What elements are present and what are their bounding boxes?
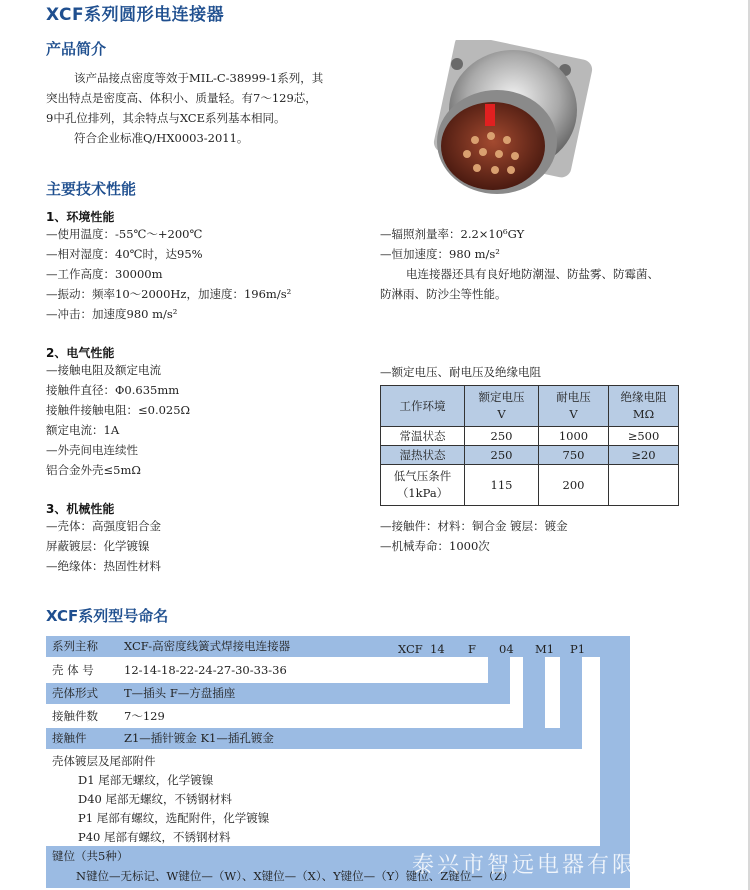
table-cell: 湿热状态 <box>381 446 465 465</box>
table-row <box>381 427 679 446</box>
table-cell: 750 <box>539 446 609 465</box>
naming-row-desc: Z1—插针镀金 K1—插孔镀金 <box>124 731 274 745</box>
elec-left-6: 铝合金外壳≤5mΩ <box>46 463 141 477</box>
elec-left-4: 额定电流：1A <box>46 423 120 437</box>
mech-right-1: —接触件：材料：铜合金 镀层：镀金 <box>380 519 568 533</box>
env-heading: 1、环境性能 <box>46 210 115 224</box>
code-shell-plating: P1 <box>570 642 586 656</box>
naming-row-desc: 7～129 <box>124 709 165 723</box>
elec-left-3: 接触件接触电阻：≤0.025Ω <box>46 403 191 417</box>
naming-row-label: 接触件数 <box>52 709 98 723</box>
code-shell: 14 <box>430 642 445 656</box>
company-watermark: 泰兴市智远电器有限公司 <box>412 853 688 878</box>
table-header-row <box>381 386 679 427</box>
table-cell: ≥20 <box>609 446 679 465</box>
page-title: XCF系列圆形电连接器 <box>46 5 225 25</box>
key-desc-text: N键位—无标记、W键位—（W）、X键位—（X）、Y键位—（Y）键位、Z键位—（Z） <box>76 869 514 883</box>
plating-item-text: P40 尾部有螺纹，不锈钢材料 <box>78 830 231 844</box>
intro-line-3: 9中孔位排列，其余特点与XCE系列基本相同。 <box>46 111 286 125</box>
naming-row-desc: XCF-高密度线簧式焊接电连接器 <box>124 639 291 653</box>
elec-left-2: 接触件直径：Φ0.635mm <box>46 383 180 397</box>
env-right-1: —辐照剂量率：2.2×10⁶GY <box>380 227 525 241</box>
key-title-text: 键位（共5种） <box>52 849 129 863</box>
table-cell: 常温状态 <box>381 427 465 446</box>
mech-heading: 3、机械性能 <box>46 502 115 516</box>
elec-heading: 2、电气性能 <box>46 346 115 360</box>
naming-row-label: 壳体形式 <box>52 686 98 700</box>
table-header-cell: 绝缘电阻 MΩ <box>609 386 679 427</box>
table-cell: ≥500 <box>609 427 679 446</box>
electrical-table <box>380 385 679 506</box>
table-cell: 低气压条件 （1kPa） <box>381 465 465 506</box>
elec-left-5: —外壳间电连续性 <box>46 443 138 457</box>
naming-row-label: 系列主称 <box>52 639 98 653</box>
table-cell: 250 <box>465 446 539 465</box>
mech-left-1: —壳体：高强度铝合金 <box>46 519 161 533</box>
table-header-cell: 额定电压 V <box>465 386 539 427</box>
env-left-4: —振动：频率10～2000Hz，加速度：196m/s² <box>46 287 292 301</box>
mech-left-2: 屏蔽镀层：化学镀镍 <box>46 539 150 553</box>
elec-table-title: —额定电压、耐电压及绝缘电阻 <box>380 365 541 379</box>
connector-image <box>405 40 595 200</box>
naming-row-label: 壳 体 号 <box>52 663 94 677</box>
plating-item-text: D1 尾部无螺纹，化学镀镍 <box>78 773 214 787</box>
table-cell: 1000 <box>539 427 609 446</box>
intro-line-1: 该产品接点密度等效于MIL-C-38999-1系列，其 <box>74 71 324 85</box>
plating-title-text: 壳体镀层及尾部附件 <box>52 754 156 768</box>
code-type: F <box>468 642 476 656</box>
table-cell: 200 <box>539 465 609 506</box>
table-row <box>381 465 679 506</box>
elec-left-1: —接触电阻及额定电流 <box>46 363 161 377</box>
table-cell: 250 <box>465 427 539 446</box>
env-left-3: —工作高度：30000m <box>46 267 163 281</box>
table-header-cell: 工作环境 <box>381 386 465 427</box>
env-left-2: —相对湿度：40℃时，达95% <box>46 247 203 261</box>
table-row <box>381 446 679 465</box>
bar-vertical <box>523 656 545 728</box>
plating-item-text: D40 尾部无螺纹，不锈钢材料 <box>78 792 233 806</box>
naming-row-desc: T—插头 F—方盘插座 <box>124 686 236 700</box>
env-right-4: 防淋雨、防沙尘等性能。 <box>380 287 507 301</box>
table-cell <box>609 465 679 506</box>
table-cell: 115 <box>465 465 539 506</box>
mech-left-3: —绝缘体：热固性材料 <box>46 559 161 573</box>
naming-heading: XCF系列型号命名 <box>46 607 169 625</box>
intro-heading: 产品简介 <box>46 40 107 58</box>
mech-right-2: —机械寿命：1000次 <box>380 539 490 553</box>
code-series: XCF <box>398 642 423 656</box>
intro-line-2: 突出特点是密度高、体积小、质量轻。有7～129芯， <box>46 91 317 105</box>
naming-row-label: 接触件 <box>52 731 87 745</box>
code-contact-plating: M1 <box>535 642 555 656</box>
code-contacts: 04 <box>499 642 514 656</box>
plating-item-text: P1 尾部有螺纹，选配附件，化学镀镍 <box>78 811 270 825</box>
env-right-2: —恒加速度：980 m/s² <box>380 247 500 261</box>
table-header-cell: 耐电压 V <box>539 386 609 427</box>
naming-row-desc: 12-14-18-22-24-27-30-33-36 <box>124 663 287 677</box>
env-right-3: 电连接器还具有良好地防潮湿、防盐雾、防霉菌、 <box>406 267 659 281</box>
bar-shell-type <box>46 683 510 704</box>
intro-line-4: 符合企业标准Q/HX0003-2011。 <box>74 131 249 145</box>
env-left-1: —使用温度：-55℃～+200℃ <box>46 227 203 241</box>
env-left-5: —冲击：加速度980 m/s² <box>46 307 178 321</box>
specs-heading: 主要技术性能 <box>46 180 137 198</box>
